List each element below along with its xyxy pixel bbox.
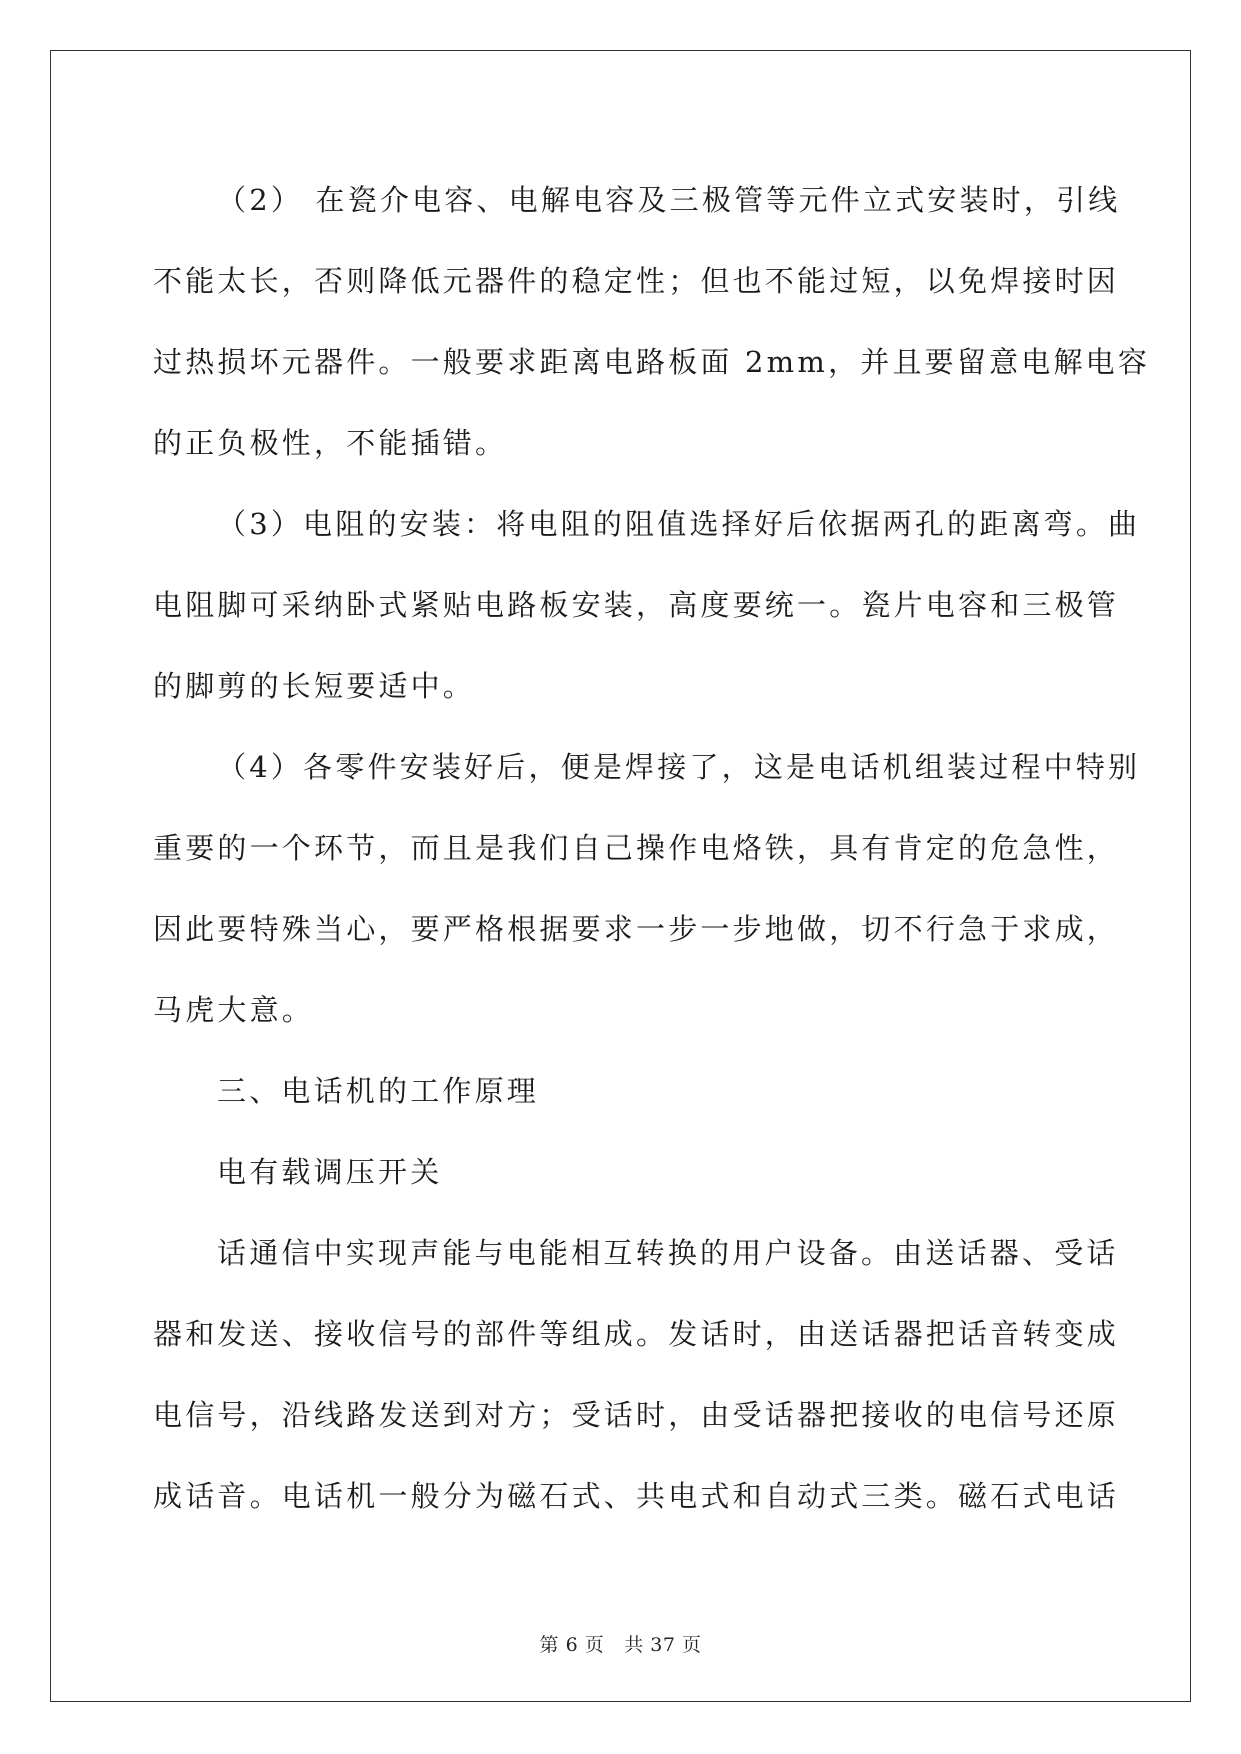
text-line: 马虎大意。 xyxy=(153,993,315,1027)
text-line: 话通信中实现声能与电能相互转换的用户设备。由送话器、受话 xyxy=(217,1236,1119,1270)
text-line: 电信号，沿线路发送到对方；受话时，由受话器把接收的电信号还原 xyxy=(153,1398,1120,1432)
text-line: 不能太长，否则降低元器件的稳定性；但也不能过短，以免焊接时因 xyxy=(153,264,1120,298)
text-line: （4）各零件安装好后，便是焊接了，这是电话机组装过程中特别 xyxy=(217,750,1141,784)
text-line: 过热损坏元器件。一般要求距离电路板面 2mm，并且要留意电解电容 xyxy=(153,345,1151,379)
text-line: 的正负极性，不能插错。 xyxy=(153,426,508,460)
page-footer xyxy=(0,1633,1241,1657)
text-line: 重要的一个环节，而且是我们自己操作电烙铁，具有肯定的危急性， xyxy=(153,831,1120,865)
text-line: 的脚剪的长短要适中。 xyxy=(153,669,476,703)
text-line: 成话音。电话机一般分为磁石式、共电式和自动式三类。磁石式电话 xyxy=(153,1479,1120,1513)
body-text xyxy=(153,160,1151,1537)
section-heading: 三、电话机的工作原理 xyxy=(217,1074,540,1108)
text-line: 电阻脚可采纳卧式紧贴电路板安装，高度要统一。瓷片电容和三极管 xyxy=(153,588,1120,622)
text-line: 器和发送、接收信号的部件等组成。发话时，由送话器把话音转变成 xyxy=(153,1317,1120,1351)
page-total: 共 37 页 xyxy=(624,1634,702,1656)
page-number: 第 6 页 xyxy=(539,1634,605,1656)
document-body xyxy=(153,160,1151,1537)
text-line: 因此要特殊当心，要严格根据要求一步一步地做，切不行急于求成， xyxy=(153,912,1120,946)
text-line: （2） 在瓷介电容、电解电容及三极管等元件立式安装时，引线 xyxy=(217,183,1121,217)
sub-heading: 电有载调压开关 xyxy=(217,1155,443,1189)
text-line: （3）电阻的安装：将电阻的阻值选择好后依据两孔的距离弯。曲 xyxy=(217,507,1141,541)
